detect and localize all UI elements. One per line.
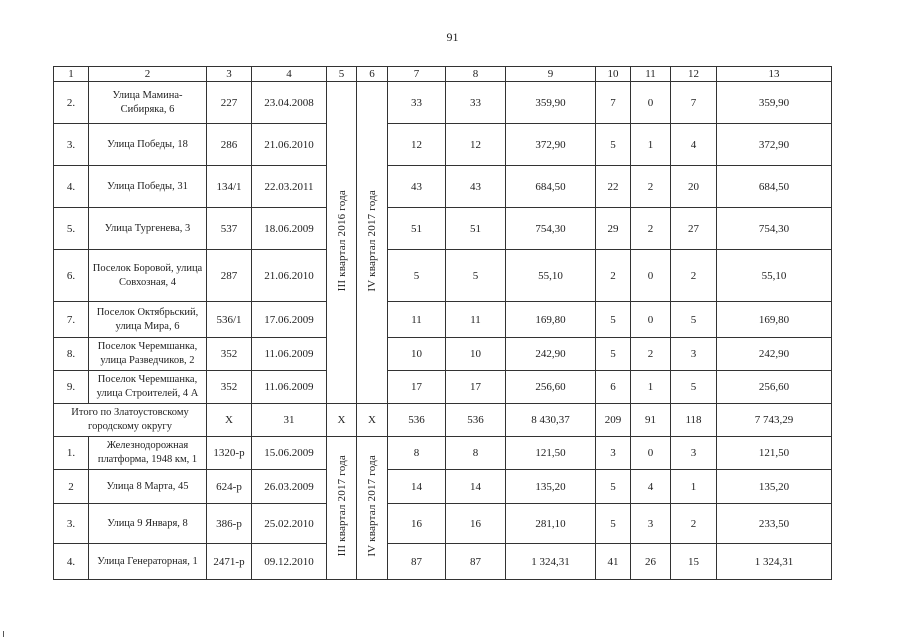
value-cell: 14	[446, 470, 506, 504]
date-cell: 09.12.2010	[252, 544, 327, 580]
value-cell: 12	[388, 124, 446, 166]
value-cell: 33	[446, 82, 506, 124]
date-cell: 21.06.2010	[252, 250, 327, 302]
value-cell: 43	[446, 166, 506, 208]
area-cell: 684,50	[506, 166, 596, 208]
housing-table	[53, 66, 832, 580]
total-cell: 209	[596, 404, 631, 437]
area-cell: 684,50	[717, 166, 832, 208]
value-cell: 0	[631, 302, 671, 338]
value-cell: 8	[388, 437, 446, 470]
area-cell: 135,20	[506, 470, 596, 504]
quarter-end-cell	[357, 82, 388, 404]
header-cell: 11	[631, 67, 671, 82]
address-cell: Улица Тургенева, 3	[89, 208, 207, 250]
quarter-end-label: IV квартал 2017 года	[366, 455, 378, 557]
value-cell: 17	[388, 371, 446, 404]
doc-number-cell: 536/1	[207, 302, 252, 338]
value-cell: 2	[671, 250, 717, 302]
row-number: 9.	[54, 371, 89, 404]
area-cell: 754,30	[717, 208, 832, 250]
value-cell: 33	[388, 82, 446, 124]
area-cell: 281,10	[506, 504, 596, 544]
area-cell: 359,90	[717, 82, 832, 124]
value-cell: 5	[596, 124, 631, 166]
value-cell: 43	[388, 166, 446, 208]
doc-number-cell: 287	[207, 250, 252, 302]
area-cell: 1 324,31	[717, 544, 832, 580]
total-cell: 7 743,29	[717, 404, 832, 437]
value-cell: 26	[631, 544, 671, 580]
row-number: 4.	[54, 544, 89, 580]
date-cell: 22.03.2011	[252, 166, 327, 208]
table-row	[54, 504, 832, 544]
area-cell: 256,60	[506, 371, 596, 404]
value-cell: 2	[671, 504, 717, 544]
doc-number-cell: 624-р	[207, 470, 252, 504]
value-cell: 87	[446, 544, 506, 580]
area-cell: 55,10	[506, 250, 596, 302]
total-cell: X	[357, 404, 388, 437]
row-number: 3.	[54, 124, 89, 166]
value-cell: 0	[631, 250, 671, 302]
value-cell: 0	[631, 437, 671, 470]
row-number: 6.	[54, 250, 89, 302]
row-number: 8.	[54, 338, 89, 371]
total-cell: 91	[631, 404, 671, 437]
table-row	[54, 437, 832, 470]
value-cell: 27	[671, 208, 717, 250]
total-cell: 536	[446, 404, 506, 437]
total-row	[54, 404, 832, 437]
row-number: 2	[54, 470, 89, 504]
area-cell: 754,30	[506, 208, 596, 250]
value-cell: 2	[596, 250, 631, 302]
value-cell: 3	[671, 338, 717, 371]
value-cell: 12	[446, 124, 506, 166]
value-cell: 2	[631, 208, 671, 250]
value-cell: 16	[388, 504, 446, 544]
value-cell: 0	[631, 82, 671, 124]
value-cell: 15	[671, 544, 717, 580]
page-number: 91	[446, 30, 459, 44]
total-cell: 31	[252, 404, 327, 437]
header-cell: 13	[717, 67, 832, 82]
date-cell: 18.06.2009	[252, 208, 327, 250]
quarter-start-label: III квартал 2017 года	[335, 455, 348, 557]
address-cell: Улица Генераторная, 1	[89, 544, 207, 580]
row-number: 2.	[54, 82, 89, 124]
doc-number-cell: 227	[207, 82, 252, 124]
value-cell: 7	[671, 82, 717, 124]
value-cell: 3	[596, 437, 631, 470]
header-cell: 9	[506, 67, 596, 82]
value-cell: 1	[631, 371, 671, 404]
total-cell: 118	[671, 404, 717, 437]
address-cell: Поселок Черемшанка, улица Строителей, 4 А	[89, 371, 207, 404]
row-number: 4.	[54, 166, 89, 208]
value-cell: 1	[631, 124, 671, 166]
address-cell: Поселок Октябрьский, улица Мира, 6	[89, 302, 207, 338]
value-cell: 10	[446, 338, 506, 371]
area-cell: 169,80	[506, 302, 596, 338]
value-cell: 11	[388, 302, 446, 338]
date-cell: 25.02.2010	[252, 504, 327, 544]
header-cell: 5	[327, 67, 357, 82]
address-cell: Поселок Боровой, улица Совхозная, 4	[89, 250, 207, 302]
doc-number-cell: 286	[207, 124, 252, 166]
value-cell: 4	[671, 124, 717, 166]
area-cell: 256,60	[717, 371, 832, 404]
area-cell: 242,90	[506, 338, 596, 371]
value-cell: 51	[446, 208, 506, 250]
doc-number-cell: 352	[207, 371, 252, 404]
row-number: 3.	[54, 504, 89, 544]
header-cell: 3	[207, 67, 252, 82]
header-cell: 4	[252, 67, 327, 82]
header-cell: 10	[596, 67, 631, 82]
row-number: 1.	[54, 437, 89, 470]
header-cell: 8	[446, 67, 506, 82]
area-cell: 121,50	[717, 437, 832, 470]
value-cell: 5	[596, 302, 631, 338]
scan-mark	[3, 631, 4, 637]
quarter-end-label: IV квартал 2017 года	[366, 189, 378, 292]
date-cell: 11.06.2009	[252, 371, 327, 404]
address-cell: Улица Победы, 18	[89, 124, 207, 166]
row-number: 7.	[54, 302, 89, 338]
doc-number-cell: 2471-р	[207, 544, 252, 580]
value-cell: 17	[446, 371, 506, 404]
area-cell: 121,50	[506, 437, 596, 470]
table-row	[54, 250, 832, 302]
value-cell: 41	[596, 544, 631, 580]
header-cell: 2	[89, 67, 207, 82]
table-row	[54, 544, 832, 580]
date-cell: 21.06.2010	[252, 124, 327, 166]
header-cell: 12	[671, 67, 717, 82]
doc-number-cell: 352	[207, 338, 252, 371]
area-cell: 372,90	[506, 124, 596, 166]
area-cell: 169,80	[717, 302, 832, 338]
table-row	[54, 82, 832, 124]
value-cell: 11	[446, 302, 506, 338]
value-cell: 5	[596, 338, 631, 371]
value-cell: 8	[446, 437, 506, 470]
table-row	[54, 124, 832, 166]
date-cell: 15.06.2009	[252, 437, 327, 470]
area-cell: 372,90	[717, 124, 832, 166]
table-row	[54, 208, 832, 250]
table-row	[54, 166, 832, 208]
table-row	[54, 470, 832, 504]
value-cell: 1	[671, 470, 717, 504]
total-cell: 536	[388, 404, 446, 437]
table-row	[54, 302, 832, 338]
value-cell: 29	[596, 208, 631, 250]
value-cell: 5	[388, 250, 446, 302]
table-row	[54, 338, 832, 371]
total-cell: X	[207, 404, 252, 437]
value-cell: 3	[631, 504, 671, 544]
area-cell: 55,10	[717, 250, 832, 302]
value-cell: 51	[388, 208, 446, 250]
doc-number-cell: 386-р	[207, 504, 252, 544]
value-cell: 14	[388, 470, 446, 504]
header-cell: 6	[357, 67, 388, 82]
date-cell: 11.06.2009	[252, 338, 327, 371]
area-cell: 242,90	[717, 338, 832, 371]
address-cell: Поселок Черемшанка, улица Разведчиков, 2	[89, 338, 207, 371]
date-cell: 17.06.2009	[252, 302, 327, 338]
value-cell: 20	[671, 166, 717, 208]
quarter-start-cell	[327, 437, 357, 580]
address-cell: Железнодорожная платформа, 1948 км, 1	[89, 437, 207, 470]
value-cell: 6	[596, 371, 631, 404]
value-cell: 5	[671, 302, 717, 338]
total-cell: 8 430,37	[506, 404, 596, 437]
value-cell: 5	[446, 250, 506, 302]
value-cell: 3	[671, 437, 717, 470]
value-cell: 5	[596, 504, 631, 544]
value-cell: 5	[671, 371, 717, 404]
header-row	[54, 67, 832, 82]
value-cell: 4	[631, 470, 671, 504]
header-cell: 1	[54, 67, 89, 82]
total-cell: X	[327, 404, 357, 437]
doc-number-cell: 134/1	[207, 166, 252, 208]
area-cell: 359,90	[506, 82, 596, 124]
value-cell: 10	[388, 338, 446, 371]
value-cell: 5	[596, 470, 631, 504]
date-cell: 26.03.2009	[252, 470, 327, 504]
area-cell: 135,20	[717, 470, 832, 504]
total-label: Итого по Златоустовскому городскому округу	[54, 404, 207, 437]
value-cell: 2	[631, 166, 671, 208]
value-cell: 22	[596, 166, 631, 208]
date-cell: 23.04.2008	[252, 82, 327, 124]
value-cell: 2	[631, 338, 671, 371]
quarter-start-cell	[327, 82, 357, 404]
row-number: 5.	[54, 208, 89, 250]
header-cell: 7	[388, 67, 446, 82]
quarter-start-label: III квартал 2016 года	[335, 189, 348, 292]
address-cell: Улица 9 Января, 8	[89, 504, 207, 544]
value-cell: 16	[446, 504, 506, 544]
area-cell: 233,50	[717, 504, 832, 544]
address-cell: Улица 8 Марта, 45	[89, 470, 207, 504]
quarter-end-cell	[357, 437, 388, 580]
doc-number-cell: 537	[207, 208, 252, 250]
address-cell: Улица Мамина-Сибиряка, 6	[89, 82, 207, 124]
area-cell: 1 324,31	[506, 544, 596, 580]
table-row	[54, 371, 832, 404]
value-cell: 7	[596, 82, 631, 124]
address-cell: Улица Победы, 31	[89, 166, 207, 208]
value-cell: 87	[388, 544, 446, 580]
doc-number-cell: 1320-р	[207, 437, 252, 470]
